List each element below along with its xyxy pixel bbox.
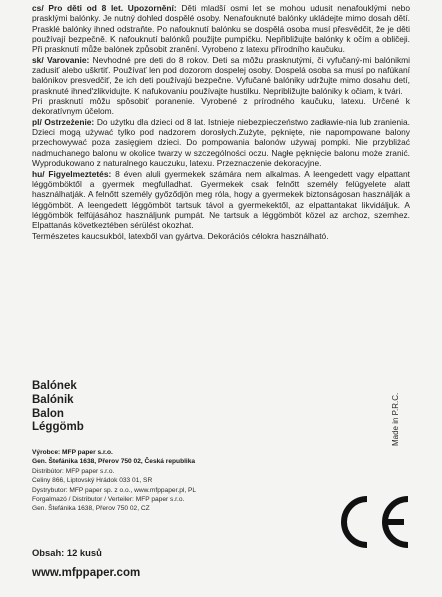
product-name-cs: Balónek <box>32 380 77 392</box>
warning-cs-text: Děti mladší osmi let se mohou udusit nenafouklými nebo prasklými balónky. Je nutný dohled dospělé osoby. Nenafouknuté balónky ukládejte mimo dosah dětí. Prasklé balónky ihned odstraňte. Po nafouknutí balónku se dospělá osoba musí přesvědčit, že je děti používají bezpečně. K nafouknutí balónků použijte pumpičku. Nepřibližujte balónky k očím a obličeji. Při prasknutí může balónek způsobit zranění. Vyrobeno z latexu přírodního kaučuku. <box>32 3 410 55</box>
made-in-label: Made in P.R.C. <box>391 392 400 446</box>
distributor-sk-address: Celiny 866, Liptovský Hrádok 033 01, SR <box>32 477 153 485</box>
ce-mark-icon <box>338 493 412 551</box>
warning-pl-label: pl/ Ostrzeżenie: <box>32 116 95 127</box>
warning-sk-label: sk/ Varovanie: <box>32 54 90 65</box>
warning-cs-label: cs/ Pro děti od 8 let. Upozornění: <box>32 3 177 13</box>
warning-hu-text-2: Természetes kaucsukból, latexből van gyártva. Dekorációs célokra használható. <box>32 230 329 241</box>
warning-hu-continued <box>32 231 410 241</box>
warning-hu-label: hu/ Figyelmeztetés: <box>32 168 112 179</box>
producer-info <box>32 448 196 514</box>
website-url: www.mfppaper.com <box>32 567 141 579</box>
warning-hu-text: 8 éven aluli gyermekek számára nem alkalmas. A leengedett vagy elpattant léggömböktől a gyermek megfulladhat. Gyermekek csak felnőtt személy felügyelete alatt használhatják. A felnőtt személy győződjön meg róla, hogy a gyermekek biztonságosan használják a léggömböt. A leengedett léggömböt tartsuk távol a gyermekektől, az elpattantakat likvidáljuk. A léggömbök felfújásához használjunk pumpát. Ne tartsuk a léggömböt közel az archoz, szemhez. Elpattanás következtében sérülést okozhat. <box>32 168 411 231</box>
producer-address: Gen. Štefánika 1638, Přerov 750 02, Česká republika <box>32 458 196 466</box>
distributor-multi-address: Gen. Štefánika 1638, Přerov 750 02, CZ <box>32 505 150 513</box>
warning-cs <box>32 3 410 55</box>
distributor-pl: Dystrybutor: MFP paper sp. z o.o., www.mfppaper.pl, PL <box>32 486 197 494</box>
product-names <box>32 380 84 435</box>
warning-pl <box>32 117 410 169</box>
warning-sk <box>32 55 410 96</box>
product-name-sk: Balónik <box>32 393 74 406</box>
product-name-pl: Balon <box>32 407 64 420</box>
warning-sk-continued <box>32 96 410 117</box>
warnings-block <box>32 3 410 241</box>
product-name-hu: Léggömb <box>32 421 84 434</box>
producer-line: Výrobce: MFP paper s.r.o. <box>32 449 113 456</box>
distributor-sk: Distribútor: MFP paper s.r.o. <box>32 467 115 475</box>
warning-pl-text: Do użytku dla dzieci od 8 lat. Istnieje niebezpieczeństwo zadławie-nia lub zranienia. Dzieci mogą używać tylko pod nadzorem dorosłych.Zużyte, pęknięte, nie napompowane balony przechowywać poza zasięgiem dzieci. Do pompowania balonów używaj pompki. Nie przybliżać nadmuchanego balonu w okolice twarzy w szczególności oczu. Nagłe pęknięcie balonu może zranić. Wyprodukowano z naturalnego kauczuku, latexu. Przeznaczenie dekoracyjne. <box>32 116 410 169</box>
warning-sk-text-2: Pri prasknutí môžu spôsobiť poranenie. Vyrobené z prírodného kaučuku, latexu. Určené k dekoratívnym účelom. <box>32 96 410 117</box>
warning-sk-text: Nevhodné pre deti do 8 rokov. Deti sa môžu prasknutými, či vyfučaný-mi balónikmi zadusiť alebo uškrtiť. Používať len pod dozorom dospelej osoby. Dospelá osoba sa musí po nafúkaní balónikov presvedčiť, že ich deti používajú bezpečne. Vyfučané balóniky udržujte mimo dosahu detí, prasknuté ihned'zlikvidujte. K nafukovaniu používajte hustilku. Nepribližujte balóniky k očiam, k tvári. <box>32 54 410 96</box>
warning-hu <box>32 169 410 231</box>
contents-count: Obsah: 12 kusů <box>32 547 102 558</box>
distributor-multi: Forgalmazó / Distributor / Verteiler: MFP paper s.r.o. <box>32 496 185 504</box>
